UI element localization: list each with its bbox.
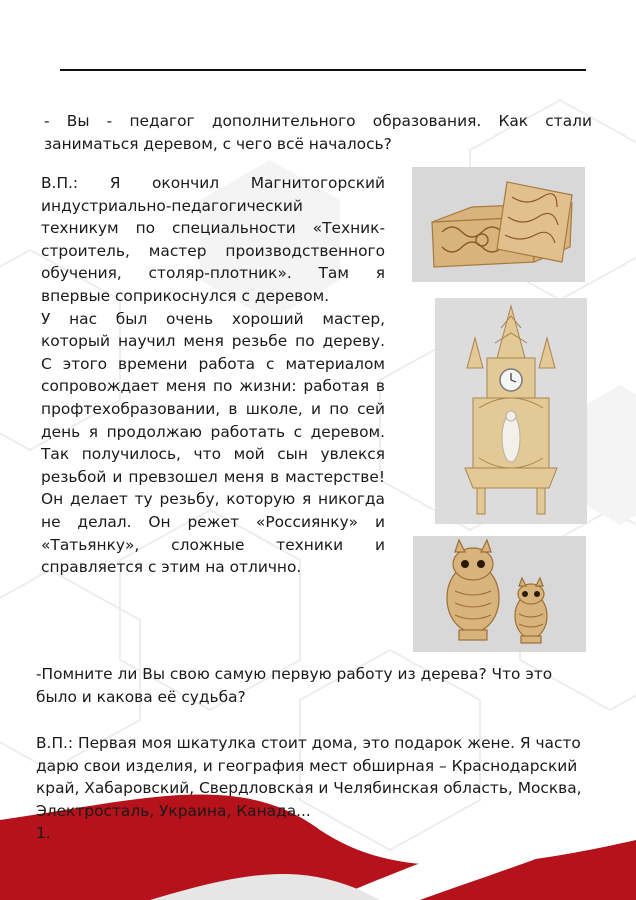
question-1: - Вы - педагог дополнительного образования. Как стали заниматься деревом, с чего всё началось? [44, 112, 592, 153]
answer-1-paragraph-1: В.П.: Я окончил Магнитогорский индустриально-педагогический техникум по специальности «Техник-строитель, мастер производственного обучения, столяр-плотник». Там я впервые соприкоснулся с деревом. [41, 174, 385, 305]
answer-2-text: В.П.: Первая моя шкатулка стоит дома, это подарок жене. Я часто дарю свои изделия, и география мест обширная – Краснодарский край, Хабаровский, Свердловская и Челябинская область, Москва, Электросталь, Украина, Канада... [36, 734, 582, 820]
carved-clock-photo [435, 298, 587, 524]
question-2: -Помните ли Вы свою самую первую работу из дерева? Что это было и какова её судьба? [36, 665, 553, 706]
answer-2 [36, 732, 596, 845]
list-marker: 1. [36, 824, 51, 843]
carved-owls-photo [413, 536, 586, 652]
top-divider-line [60, 69, 586, 71]
answer-1-paragraph-2: У нас был очень хороший мастер, который научил меня резьбе по дереву. С этого времени работа с материалом сопровождает меня по жизни: работая в профтехобразовании, в школе, и по сей день я продолжаю работать с деревом. Так получилось, что мой сын увлекся резьбой и превзошел меня в мастерстве! Он делает ту резьбу, которую я никогда не делал. Он режет «Россиянку» и «Татьянку», сложные техники и справляется с этим на отлично. [41, 309, 385, 577]
carved-box-photo [412, 167, 585, 282]
answer-1 [41, 172, 385, 579]
